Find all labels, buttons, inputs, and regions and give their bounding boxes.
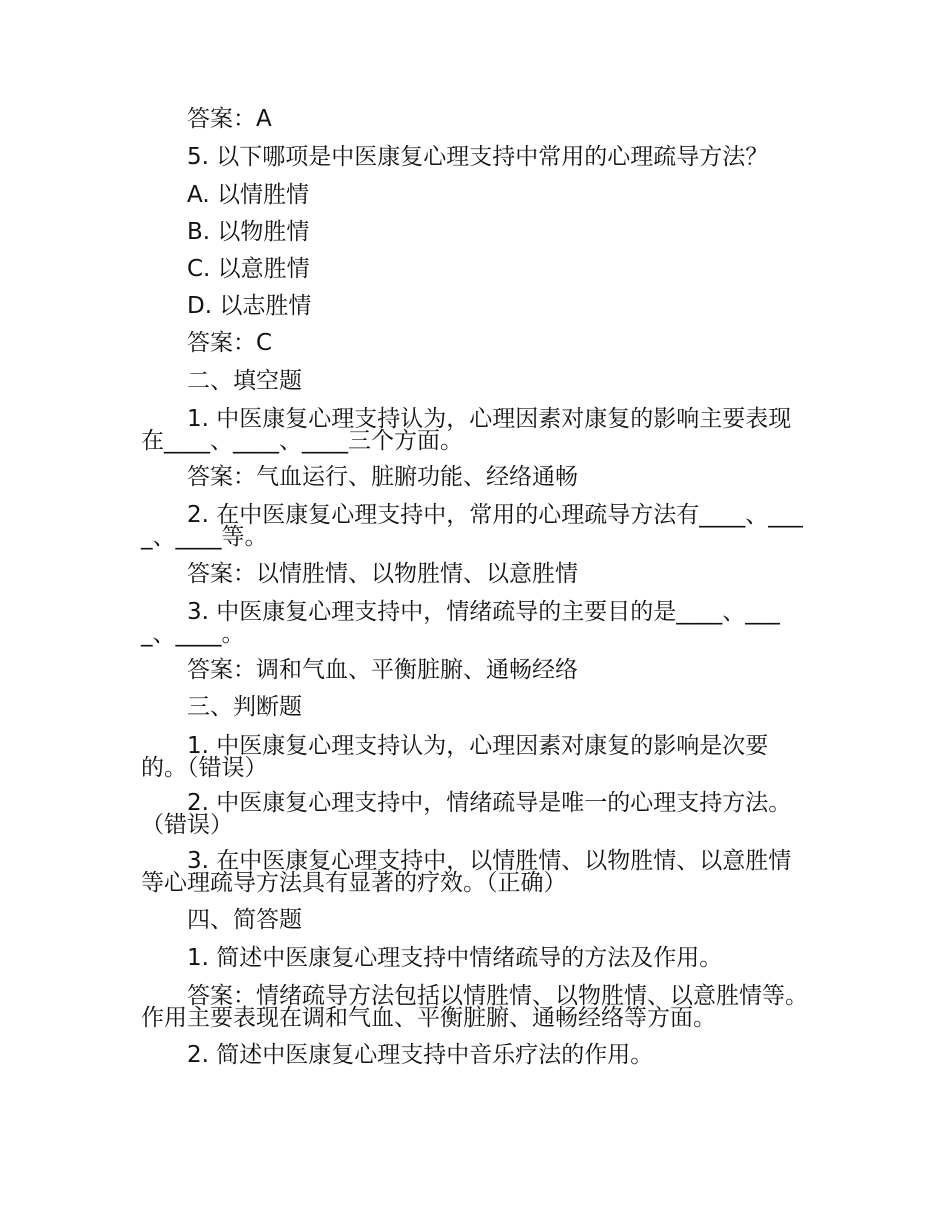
option-b: B. 以物胜情 <box>187 219 310 245</box>
true-false-question: 2. 中医康复心理支持中，情绪疏导是唯一的心理支持方法。（错误） <box>141 790 792 838</box>
fill-blank-question: 1. 中医康复心理支持认为，心理因素对康复的影响主要表现在____、____、____三个方面。 <box>141 406 792 454</box>
section-heading: 四、简答题 <box>187 907 302 933</box>
answer-line: 答案：以情胜情、以物胜情、以意胜情 <box>187 561 578 587</box>
answer-line: 答案：A <box>187 106 272 132</box>
option-c: C. 以意胜情 <box>187 256 310 282</box>
section-heading: 二、填空题 <box>187 368 302 394</box>
fill-blank-question: 3. 中医康复心理支持中，情绪疏导的主要目的是____、____、____。 <box>141 599 780 647</box>
option-a: A. 以情胜情 <box>187 182 309 208</box>
short-answer-question: 2. 简述中医康复心理支持中音乐疗法的作用。 <box>187 1042 654 1068</box>
answer-line: 答案：C <box>187 330 273 356</box>
true-false-question: 1. 中医康复心理支持认为，心理因素对康复的影响是次要的。（错误） <box>141 733 769 781</box>
section-heading: 三、判断题 <box>187 694 302 720</box>
short-answer-question: 1. 简述中医康复心理支持中情绪疏导的方法及作用。 <box>187 945 723 971</box>
answer-line: 答案：气血运行、脏腑功能、经络通畅 <box>187 464 578 490</box>
answer-paragraph: 答案：情绪疏导方法包括以情胜情、以物胜情、以意胜情等。作用主要表现在调和气血、平衡脏腑、通畅经络等方面。 <box>141 983 808 1031</box>
question-text: 5. 以下哪项是中医康复心理支持中常用的心理疏导方法？ <box>187 144 769 170</box>
fill-blank-question: 2. 在中医康复心理支持中，常用的心理疏导方法有____、____、____等。 <box>141 502 803 550</box>
answer-line: 答案：调和气血、平衡脏腑、通畅经络 <box>187 657 578 683</box>
option-d: D. 以志胜情 <box>187 293 312 319</box>
true-false-question: 3. 在中医康复心理支持中，以情胜情、以物胜情、以意胜情等心理疏导方法具有显著的疗效。（正确） <box>141 848 792 896</box>
